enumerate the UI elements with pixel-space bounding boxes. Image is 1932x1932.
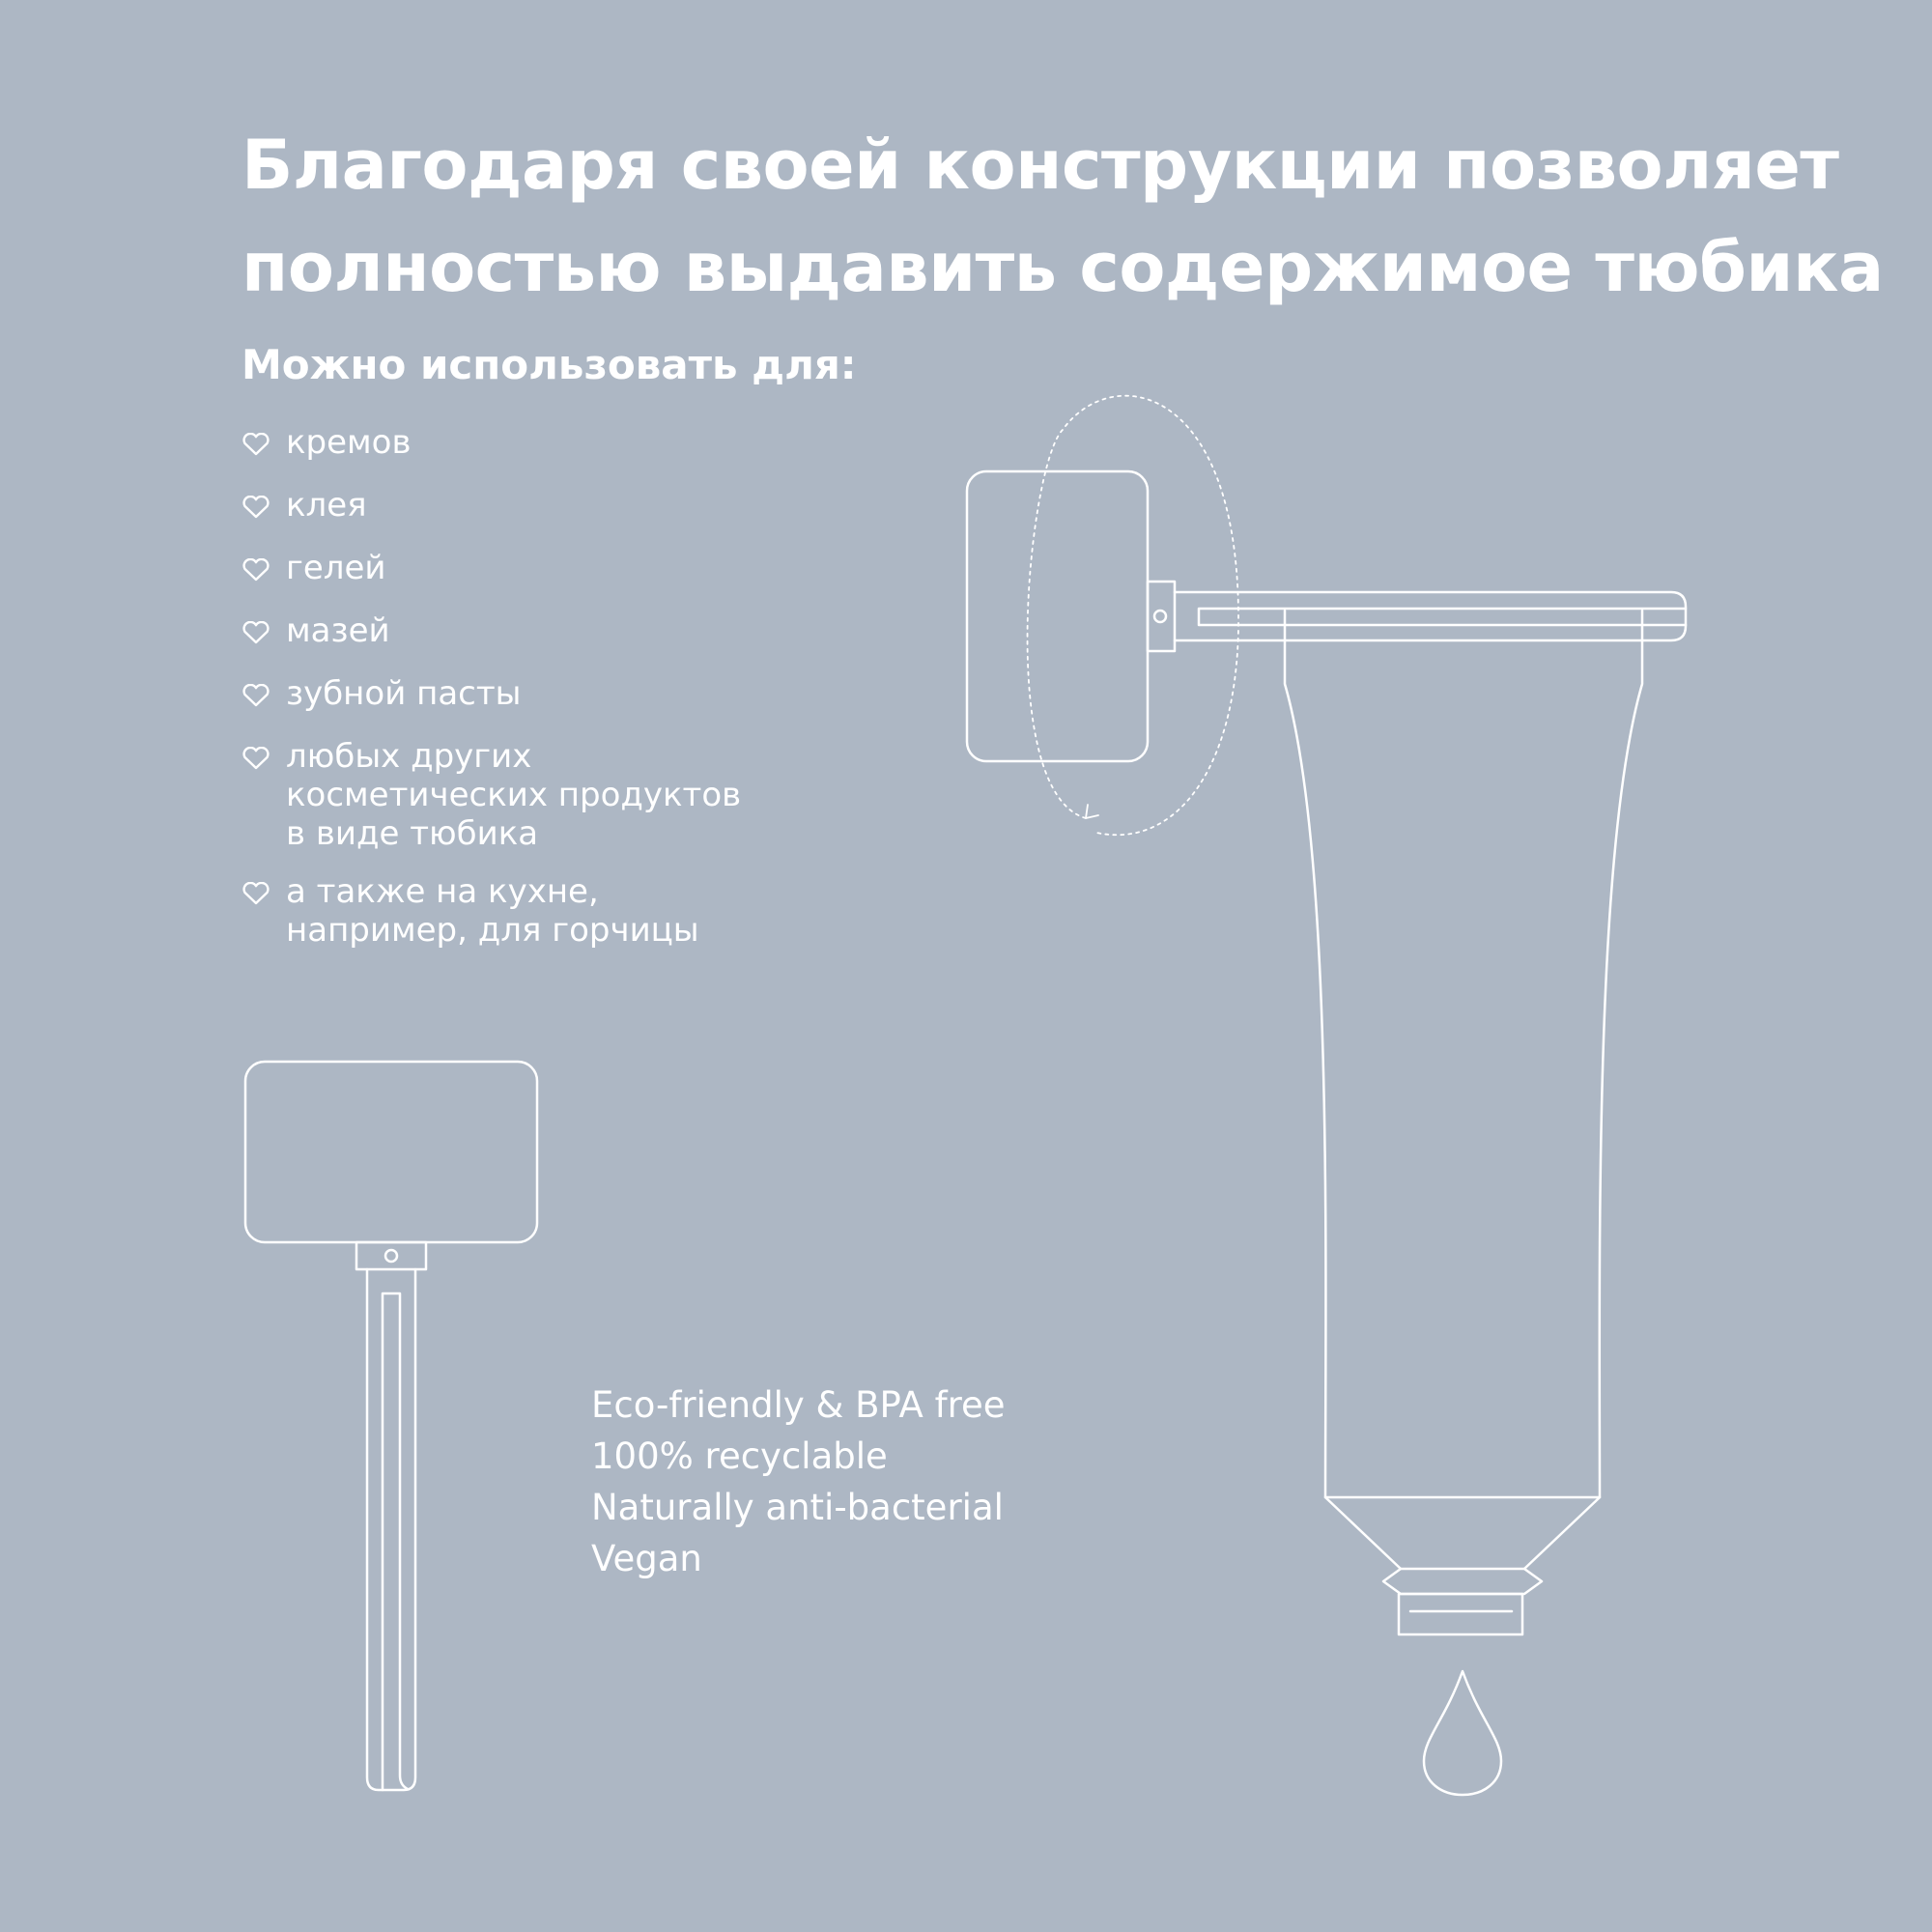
- attached-handle: [967, 471, 1148, 761]
- use-item-text: кремов: [286, 423, 412, 462]
- use-item-text: мазей: [286, 611, 390, 650]
- feature-eco: Eco-friendly & BPA free: [591, 1384, 1006, 1426]
- squeezer-key-attached: [967, 471, 1686, 761]
- feature-antibacterial: Naturally anti-bacterial: [591, 1487, 1004, 1528]
- headline-line-1: Благодаря своей конструкции позволяет: [242, 126, 1839, 205]
- feature-vegan: Vegan: [591, 1538, 702, 1579]
- squeezer-pin: [385, 1250, 397, 1262]
- drop-icon: [1424, 1671, 1501, 1795]
- attached-pin: [1154, 611, 1166, 622]
- attached-shaft: [1175, 592, 1686, 640]
- attached-slot: [1199, 609, 1686, 625]
- tube-shoulder: [1325, 1497, 1600, 1569]
- tube-cap: [1399, 1594, 1522, 1634]
- headline-line-2: полностью выдавить содержимое тюбика: [242, 228, 1884, 307]
- squeezer-handle: [245, 1062, 537, 1242]
- squeezer-shaft: [367, 1269, 415, 1790]
- use-item-text: зубной пасты: [286, 674, 522, 713]
- rotation-arrow: [1028, 396, 1239, 836]
- tube-body: [1285, 611, 1642, 1497]
- uses-title: Можно использовать для:: [242, 341, 857, 388]
- use-item-text: клея: [286, 486, 367, 525]
- tube-neck: [1383, 1569, 1542, 1594]
- tube: [1285, 611, 1642, 1634]
- use-item-text: а также на кухне, например, для горчицы: [286, 872, 699, 950]
- rotation-arrowhead-icon: [1086, 805, 1098, 818]
- squeezer-hinge: [356, 1242, 426, 1269]
- use-item-text: любых других косметических продуктов в виде тюбика: [286, 737, 742, 853]
- squeezer-slot: [383, 1293, 408, 1790]
- feature-recyclable: 100% recyclable: [591, 1435, 888, 1477]
- squeezer-key-standalone: [245, 1062, 537, 1790]
- attached-hinge: [1148, 582, 1175, 651]
- use-item-text: гелей: [286, 549, 386, 587]
